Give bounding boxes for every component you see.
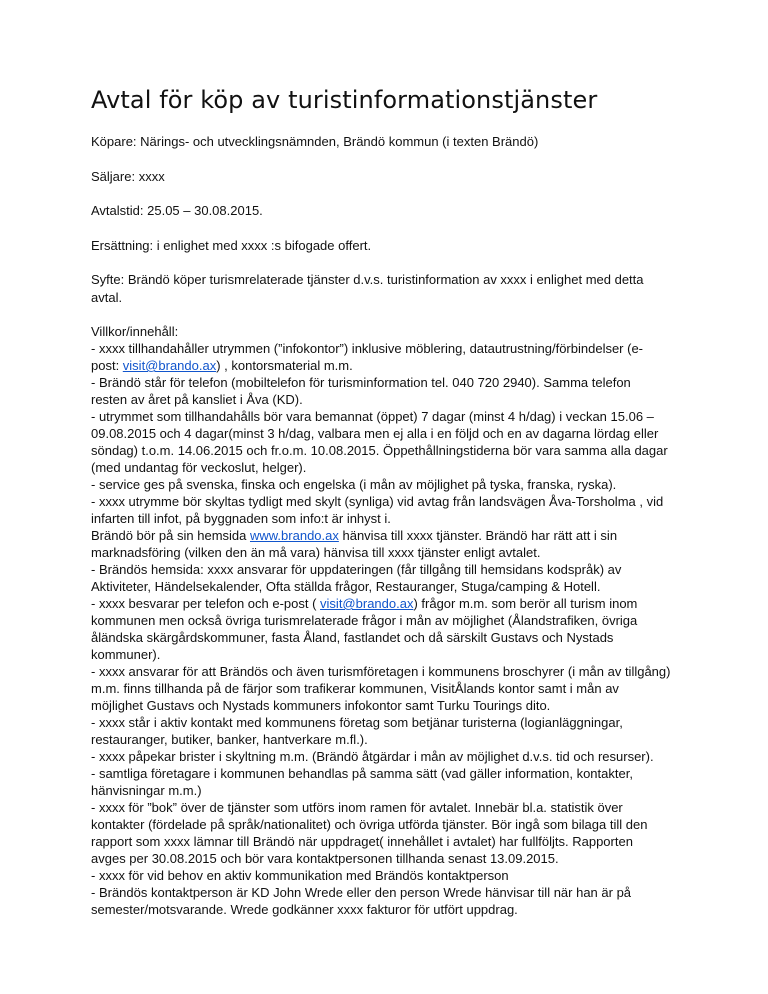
terms-line: - xxxx tillhandahåller utrymmen (”infokontor”) inklusive möblering, datautrustning/förbindelser (e- <box>91 341 644 356</box>
terms-line: - samtliga företagare i kommunen behandlas på samma sätt (vad gäller information, kontakter, <box>91 766 633 781</box>
terms-line: - Brändös kontaktperson är KD John Wrede eller den person Wrede hänvisar till när han är på <box>91 885 632 900</box>
terms-text: post: <box>91 358 123 373</box>
terms-line: - service ges på svenska, finska och engelska (i mån av möjlighet på tyska, franska, ryska). <box>91 477 617 492</box>
terms-line: resten av året på kansliet i Åva (KD). <box>91 392 303 407</box>
purpose-line-2: avtal. <box>91 289 123 305</box>
contract-period-line: Avtalstid: 25.05 – 30.08.2015. <box>91 203 263 218</box>
terms-line: 09.08.2015 och 4 dagar(minst 3 h/dag, valbara men ej alla i en följd och en av dagarna lördag eller <box>91 426 659 441</box>
terms-line: m.m. finns tillhanda på de färjor som trafikerar kommunen, VisitÅlands kontor samt i mån av <box>91 681 619 696</box>
terms-line <box>91 357 691 374</box>
terms-line: - xxxx för ”bok” över de tjänster som utförs inom ramen för avtalet. Innebär bl.a. statistik över <box>91 800 623 815</box>
terms-line: kommuner). <box>91 647 161 662</box>
compensation-line: Ersättning: i enlighet med xxxx :s bifogade offert. <box>91 237 372 253</box>
terms-text: Brändö bör på sin hemsida <box>91 528 250 543</box>
website-link[interactable]: www.brando.ax <box>249 528 339 543</box>
terms-line: infarten till infot, på byggnaden som info:t är inhyst i. <box>91 511 391 526</box>
terms-line: - xxxx ansvarar för att Brändös och även turismföretagen i kommunens broschyrer (i mån av tillgång) <box>91 664 671 679</box>
terms-line: söndag) t.o.m. 14.06.2015 och fr.o.m. 10.08.2015. Öppethållningstiderna bör vara samma alla dagar <box>91 443 668 458</box>
seller-line: Säljare: xxxx <box>91 168 165 184</box>
terms-heading: Villkor/innehåll: <box>91 324 179 339</box>
terms-line: restauranger, butiker, banker, hantverkare m.fl.). <box>91 732 368 747</box>
terms-line <box>91 527 691 544</box>
terms-line: rapport som xxxx lämnar till Brändö när uppdraget( innehållet i avtalet) har fullföljts. Rapporten <box>91 834 633 849</box>
terms-text: ) , kontorsmaterial m.m. <box>216 358 353 373</box>
terms-line: semester/motsvarande. Wrede godkänner xxxx fakturor för utfört uppdrag. <box>91 902 518 917</box>
terms-line <box>91 595 691 612</box>
terms-line: åländska skärgårdskommuner, fasta Åland, fastlandet och då särskilt Gustavs och Nystads <box>91 630 614 645</box>
purpose-line-1: Syfte: Brändö köper turismrelaterade tjänster d.v.s. turistinformation av xxxx i enlighet med detta <box>91 272 644 287</box>
terms-line: kontakter (fördelade på språk/nationalitet) och övriga utförda tjänster. Bör ingå som bilaga till den <box>91 817 648 832</box>
terms-line: - xxxx står i aktiv kontakt med kommunens företag som betjänar turisterna (logianläggningar, <box>91 715 623 730</box>
terms-line: - Brändös hemsida: xxxx ansvarar för uppdateringen (får tillgång till hemsidans kodspråk) av <box>91 562 622 577</box>
terms-text: hänvisa till xxxx tjänster. Brändö har rätt att i sin <box>338 528 618 543</box>
terms-line: möjlighet Gustavs och Nystads kommuners infokontor samt Turku Tourings dito. <box>91 698 551 713</box>
buyer-line: Köpare: Närings- och utvecklingsnämnden, Brändö kommun (i texten Brändö) <box>91 134 539 149</box>
terms-line: marknadsföring (vilken den än må vara) hänvisa till xxxx tjänster enligt avtalet. <box>91 545 541 560</box>
terms-text: - xxxx besvarar per telefon och e-post ( <box>91 596 321 611</box>
terms-line: - xxxx för vid behov en aktiv kommunikation med Brändös kontaktperson <box>91 868 509 883</box>
document-page <box>91 86 691 918</box>
terms-line: kommunen men också övriga turismrelaterade frågor i mån av möjlighet (Ålandstrafiken, övriga <box>91 613 638 628</box>
terms-section <box>91 323 691 918</box>
document-title: Avtal för köp av turistinformationstjänster <box>91 86 598 114</box>
terms-line: - xxxx påpekar brister i skyltning m.m. (Brändö åtgärdar i mån av möjlighet d.v.s. tid och resurser). <box>91 749 654 764</box>
terms-line: - utrymmet som tillhandahålls bör vara bemannat (öppet) 7 dagar (minst 4 h/dag) i veckan 15.06 – <box>91 409 654 424</box>
terms-line: hänvisningar m.m.) <box>91 783 202 798</box>
terms-line: avges per 30.08.2015 och bör vara kontaktpersonen tillhanda senast 13.09.2015. <box>91 851 559 866</box>
email-link-2[interactable]: visit@brando.ax <box>320 596 414 611</box>
terms-line: Aktiviteter, Händelsekalender, Ofta ställda frågor, Restauranger, Stuga/camping & Hotell. <box>91 579 601 594</box>
terms-line: - Brändö står för telefon (mobiltelefon för turisminformation tel. 040 720 2940). Samma telefon <box>91 375 631 390</box>
email-link[interactable]: visit@brando.ax <box>122 358 217 373</box>
terms-line: - xxxx utrymme bör skyltas tydligt med skylt (synliga) vid avtag från landsvägen Åva-Torsholma , vid <box>91 494 664 509</box>
terms-line: (med undantag för veckoslut, helger). <box>91 460 307 475</box>
purpose-paragraph <box>91 271 691 306</box>
terms-text: ) frågor m.m. som berör all turism inom <box>413 596 638 611</box>
